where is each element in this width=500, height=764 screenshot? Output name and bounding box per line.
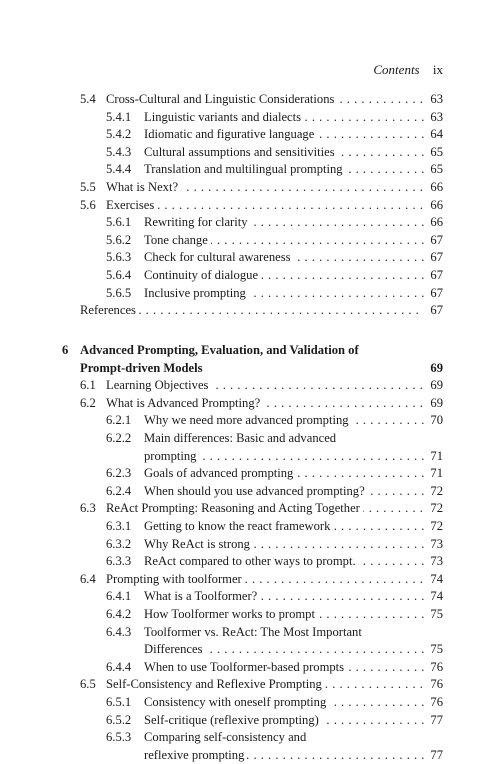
toc-entry-number: 6.5: [80, 677, 96, 692]
toc-entry-leader: [144, 712, 424, 730]
toc-entry: [0, 483, 500, 501]
toc-entry-leader: [106, 676, 424, 694]
toc-entry: [0, 553, 500, 571]
toc-entry-page: 70: [430, 413, 443, 428]
toc-entry-number: 5.5: [80, 180, 96, 194]
toc-entry-title: ReAct Prompting: Reasoning and Acting Together: [106, 501, 363, 515]
toc-entry-leader: [144, 624, 424, 642]
toc-entry-title: Self-Consistency and Reflexive Prompting: [106, 677, 325, 691]
toc-entry: [0, 430, 500, 448]
toc-entry-title: Self-critique (reflexive prompting): [144, 713, 322, 727]
toc-entry-number: 6.4.2: [106, 607, 132, 621]
toc-entry: [0, 197, 500, 215]
toc-entry-title: Inclusive prompting: [144, 286, 249, 300]
toc-entry-title: Continuity of dialogue: [144, 268, 261, 282]
toc-entry-number: 5.6.5: [106, 285, 132, 300]
toc-entry-leader: [106, 91, 424, 109]
toc-entry-page: 76: [430, 695, 443, 709]
toc-entry-page: 67: [430, 268, 443, 282]
toc-entry-title: Idiomatic and figurative language: [144, 127, 317, 141]
toc-entry-number: 6.4.3: [106, 624, 132, 639]
toc-entry-leader: [144, 606, 424, 624]
toc-entry-leader: [106, 500, 424, 518]
toc-entry-title: How Toolformer works to prompt: [144, 607, 318, 621]
toc-entry-title: prompting: [144, 449, 199, 463]
toc-entry-leader: [144, 267, 424, 285]
toc-entry-title: Translation and multilingual prompting: [144, 162, 346, 176]
toc-entry-page: 71: [430, 466, 443, 481]
toc-entry-number: 6.1: [80, 378, 96, 393]
toc-entry-number: 5.4: [80, 92, 96, 106]
toc-entry: [0, 161, 500, 179]
toc-entry-page: 65: [430, 144, 443, 159]
toc-entry-leader: [144, 694, 424, 712]
toc-entry-leader: [144, 641, 424, 659]
toc-entry-title: Check for cultural awareness: [144, 250, 294, 264]
toc-entry-page: 67: [430, 285, 443, 300]
toc-entry-page: 66: [430, 215, 443, 230]
toc-entry-number: 5.6.3: [106, 250, 132, 265]
toc-entry: [0, 91, 500, 109]
toc-entry-number: 6.5.1: [106, 695, 132, 709]
toc-entry-page: 76: [430, 659, 443, 674]
toc-entry: [0, 302, 500, 320]
toc-entry-leader: [106, 395, 424, 413]
toc-entry-page: 67: [430, 250, 443, 265]
toc-entry-number: 6.3.1: [106, 519, 132, 533]
running-head-page-number: ix: [432, 62, 443, 77]
toc-entry-leader: [144, 465, 424, 483]
toc-entry-title: When to use Toolformer-based prompts: [144, 660, 347, 674]
toc-entry: [0, 606, 500, 624]
toc-entry-page: 64: [430, 127, 443, 142]
toc-entry-number: 6.5.2: [106, 712, 132, 727]
toc-entry-leader: [144, 249, 424, 267]
toc-entry: [0, 214, 500, 232]
toc-entry-title: Learning Objectives: [106, 378, 211, 392]
toc-entry-title: reflexive prompting: [144, 748, 247, 762]
toc-entry-page: 75: [430, 607, 443, 621]
toc-entry: [0, 179, 500, 197]
toc-entry-leader: [144, 553, 424, 571]
toc-entry-leader: [80, 342, 424, 360]
toc-entry-number: 6: [62, 343, 69, 357]
toc-entry-page: 71: [430, 448, 443, 463]
toc-entry-title: Consistency with oneself prompting: [144, 695, 329, 709]
toc-entry-title: What is Next?: [106, 180, 181, 194]
toc-entry-leader: [144, 659, 424, 677]
toc-entry: [0, 377, 500, 395]
toc-entry-title: Cultural assumptions and sensitivities: [144, 145, 338, 159]
toc-entry: [0, 465, 500, 483]
toc-entry-leader: [80, 360, 424, 378]
toc-entry: [0, 109, 500, 127]
toc-entry-number: 6.5.3: [106, 730, 132, 745]
toc-entry: [0, 712, 500, 730]
toc-entry-title: Exercises: [106, 198, 157, 212]
toc-entry: [0, 500, 500, 518]
running-head-title: Contents: [373, 62, 420, 77]
toc-entry-page: 69: [430, 378, 443, 393]
toc-entry-title: Rewriting for clarity: [144, 215, 251, 229]
toc-entry: [0, 729, 500, 747]
toc-entry: [0, 232, 500, 250]
toc-entry-page: 77: [430, 747, 443, 762]
toc-entry-page: 63: [430, 109, 443, 124]
toc-entry-title: Prompt-driven Models: [80, 361, 206, 375]
toc-entry: [0, 641, 500, 659]
toc-entry: [0, 412, 500, 430]
toc-entry-page: 63: [430, 92, 443, 106]
toc-entry-title: When should you use advanced prompting?: [144, 484, 368, 498]
toc-entry-title: Linguistic variants and dialects: [144, 110, 304, 124]
toc-entry-title: Advanced Prompting, Evaluation, and Validation of: [80, 343, 362, 357]
toc-entry-leader: [144, 483, 424, 501]
toc-entry-page: 72: [430, 501, 443, 516]
toc-entry-leader: [144, 232, 424, 250]
toc-entry: [0, 395, 500, 413]
toc-entry-leader: [144, 126, 424, 144]
toc-entry: [0, 694, 500, 712]
toc-entry-page: 69: [430, 360, 443, 375]
toc-entry-page: 75: [430, 642, 443, 657]
toc-entry-title: Toolformer vs. ReAct: The Most Important: [144, 625, 365, 639]
toc-entry-number: 6.2.1: [106, 413, 132, 428]
toc-entry-title: Cross-Cultural and Linguistic Considerations: [106, 92, 337, 106]
toc-entry: [0, 144, 500, 162]
toc-entry-leader: [144, 729, 424, 747]
toc-entry-leader: [144, 536, 424, 554]
toc-entry-page: 66: [430, 197, 443, 212]
toc-entry-number: 6.3.2: [106, 536, 132, 551]
toc-entry-title: Why ReAct is strong: [144, 537, 253, 551]
toc-entry-page: 74: [430, 589, 443, 604]
toc-entry: [0, 285, 500, 303]
toc-entry-page: 73: [430, 554, 443, 569]
toc-entry-page: 67: [430, 232, 443, 247]
toc-entry-leader: [144, 214, 424, 232]
toc-entry-leader: [106, 179, 424, 197]
toc-entry-leader: [144, 144, 424, 162]
toc-entry-number: 6.3.3: [106, 554, 132, 569]
toc-entry-number: 6.3: [80, 501, 96, 516]
toc-entry: [0, 747, 500, 764]
toc-entry-number: 5.4.4: [106, 162, 132, 177]
toc-entry: [0, 126, 500, 144]
toc-entry-title: Tone change: [144, 233, 211, 247]
toc-entry-number: 6.2.4: [106, 483, 132, 498]
toc-entry-number: 5.4.1: [106, 109, 132, 124]
toc-entry-leader: [144, 161, 424, 179]
toc-entry: [0, 360, 500, 378]
toc-entry: [0, 448, 500, 466]
toc-entry-number: 5.6.2: [106, 232, 132, 247]
toc-entry-title: Main differences: Basic and advanced: [144, 431, 339, 445]
toc-entry-title: Why we need more advanced prompting: [144, 413, 352, 427]
toc-entry-leader: [144, 412, 424, 430]
toc-entry: [0, 536, 500, 554]
toc-entry-number: 6.4.4: [106, 659, 132, 674]
toc-entry-page: 66: [430, 180, 443, 194]
toc-entry-title: Comparing self-consistency and: [144, 730, 309, 744]
toc-entry-title: References: [80, 303, 139, 317]
toc-entry-page: 65: [430, 162, 443, 177]
toc-entry-leader: [144, 109, 424, 127]
toc-entry-title: Differences: [144, 642, 206, 656]
toc-entry-title: Goals of advanced prompting: [144, 466, 296, 480]
toc-entry: [0, 571, 500, 589]
toc-entry: [0, 624, 500, 642]
toc-entry-number: 6.4: [80, 571, 96, 586]
toc-entry-title: Getting to know the react framework: [144, 519, 333, 533]
toc-entry-page: 67: [430, 303, 443, 318]
toc-entry-page: 69: [430, 395, 443, 410]
toc-entry-number: 6.2: [80, 395, 96, 410]
toc-entry-leader: [144, 588, 424, 606]
toc-entry-number: 6.4.1: [106, 589, 132, 604]
toc-entry-page: 73: [430, 536, 443, 551]
toc-entry-number: 6.2.2: [106, 431, 132, 445]
toc-entry-page: 72: [430, 519, 443, 533]
toc-entry-page: 76: [430, 677, 443, 692]
toc-entry-number: 5.4.3: [106, 144, 132, 159]
toc-entry: [0, 267, 500, 285]
toc-entry-leader: [106, 197, 424, 215]
toc-entry: [0, 676, 500, 694]
toc-entry-leader: [106, 377, 424, 395]
toc-entry-leader: [144, 285, 424, 303]
toc-entry-title: Prompting with toolformer: [106, 572, 245, 586]
toc-entry: [0, 249, 500, 267]
running-head: [373, 62, 443, 78]
toc-entry-title: What is Advanced Prompting?: [106, 396, 263, 410]
toc-entry-title: What is a Toolformer?: [144, 589, 260, 603]
toc-entry-page: 72: [430, 483, 443, 498]
toc-entry-number: 6.2.3: [106, 466, 132, 481]
toc-entry-page: 77: [430, 712, 443, 727]
toc-entry-leader: [144, 430, 424, 448]
toc-entry-page: 74: [430, 571, 443, 586]
toc-entry-leader: [144, 747, 424, 764]
toc-entry: [0, 518, 500, 536]
toc-entry: [0, 342, 500, 360]
toc-entry-leader: [106, 571, 424, 589]
toc-entry-number: 5.6: [80, 197, 96, 212]
toc-entry-leader: [80, 302, 424, 320]
toc-entry: [0, 588, 500, 606]
toc-entry-number: 5.6.4: [106, 268, 132, 282]
toc-entry-number: 5.4.2: [106, 127, 132, 142]
toc-entry-leader: [144, 448, 424, 466]
toc-entry-title: ReAct compared to other ways to prompt.: [144, 554, 359, 568]
toc-entry: [0, 659, 500, 677]
toc-entry-number: 5.6.1: [106, 215, 132, 230]
toc-entry-leader: [144, 518, 424, 536]
